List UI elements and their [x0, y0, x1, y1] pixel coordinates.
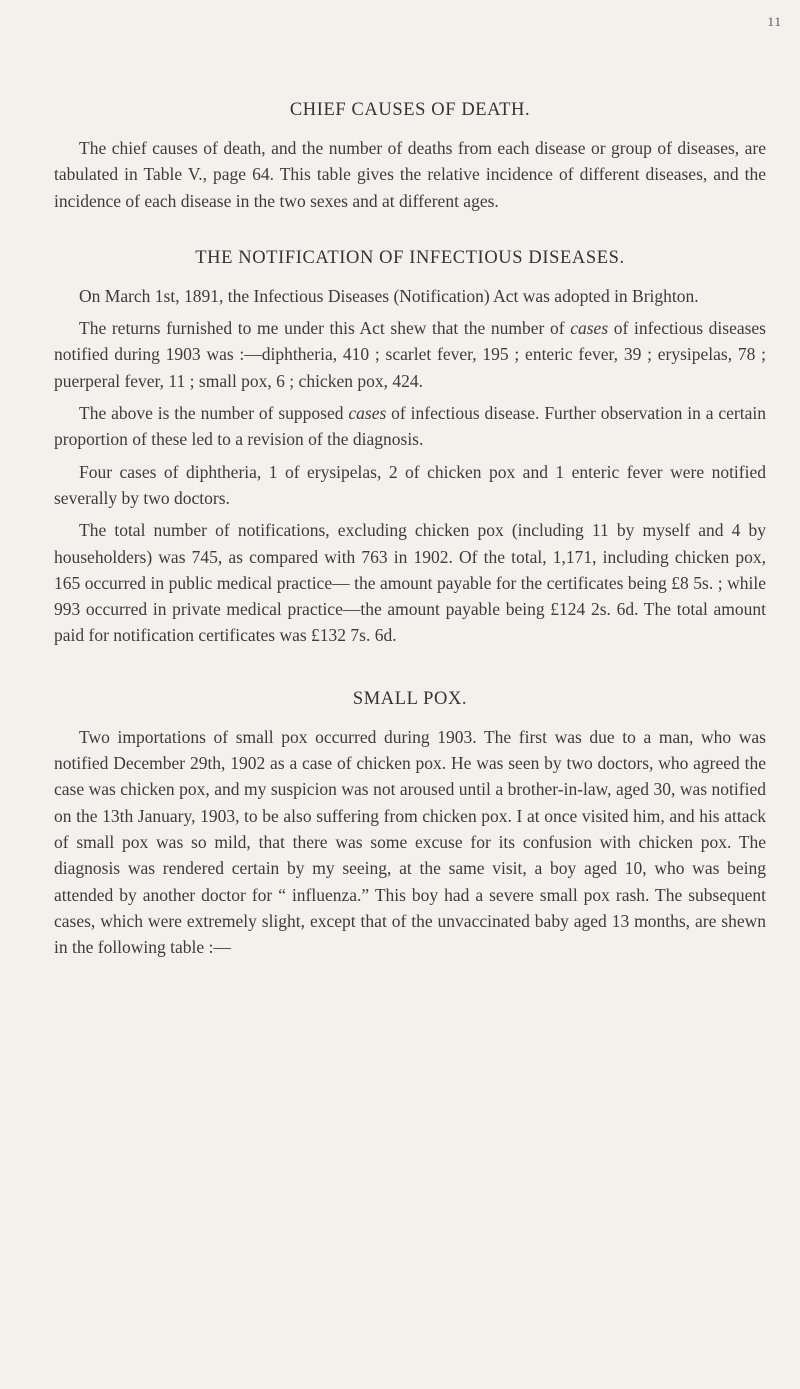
paragraph: On March 1st, 1891, the Infectious Diseases (Notification) Act was adopted in Brighton.	[79, 285, 699, 306]
paragraph: The total number of notifications, excluding chicken pox (including 11 by myself and 4 by householders) was 745, as compared with 763 in 1902. Of the total, 1,171, including chicken pox, 165 occurred in public medical practice— the amount payable for the certificates being £8 5s. ; while 993 occurred in private medical practice—the amount payable being £124 2s. 6d. The total amount paid for notification certificates was £132 7s. 6d.	[54, 520, 766, 646]
heading-chief-causes: CHIEF CAUSES OF DEATH.	[289, 100, 531, 120]
section-small-pox	[54, 689, 766, 961]
paragraph: Four cases of diphtheria, 1 of erysipelas, 2 of chicken pox and 1 enteric fever were notified severally by two doctors.	[54, 461, 766, 508]
heading-small-pox: SMALL POX.	[352, 688, 468, 709]
paragraph-returns: The returns furnished to me under this Act shew that the number of cases of infectious diseases notified during 1903 was :—diphtheria, 410 ; scarlet fever, 195 ; enteric fever, 39 ; erysipelas, 78 ; puerperal fever, 11 ; small pox, 6 ; chicken pox, 424.	[54, 318, 766, 391]
section-notification	[54, 248, 766, 649]
paragraph: Two importations of small pox occurred during 1903. The first was due to a man, who was notified December 29th, 1902 as a case of chicken pox. He was seen by two doctors, who agreed the case was chicken pox, and my suspicion was not aroused until a brother-in-law, aged 30, was notified on the 13th January, 1903, to be also suffering from chicken pox. I at once visited him, and his attack of small pox was so mild, that there was some excuse for its confusion with chicken pox. The diagnosis was rendered certain by my seeing, at the same visit, a boy aged 10, who was being attended by another doctor for “ influenza.” This boy had a severe small pox rash. The subsequent cases, which were extremely slight, except that of the unvaccinated baby aged 13 months, are shewn in the following table :—	[54, 726, 766, 958]
section-chief-causes	[54, 100, 766, 214]
paragraph-supposed: The above is the number of supposed cases of infectious disease. Further observation in a certain proportion of these led to a revision of the diagnosis.	[54, 403, 766, 450]
page-number: 11	[767, 14, 782, 29]
heading-notification: THE NOTIFICATION OF INFECTIOUS DISEASES.	[195, 247, 625, 268]
page-content	[54, 100, 766, 960]
paragraph: The chief causes of death, and the number of deaths from each disease or group of diseases, are tabulated in Table V., page 64. This table gives the relative incidence of different diseases, and the incidence of each disease in the two sexes and at different ages.	[54, 138, 766, 211]
